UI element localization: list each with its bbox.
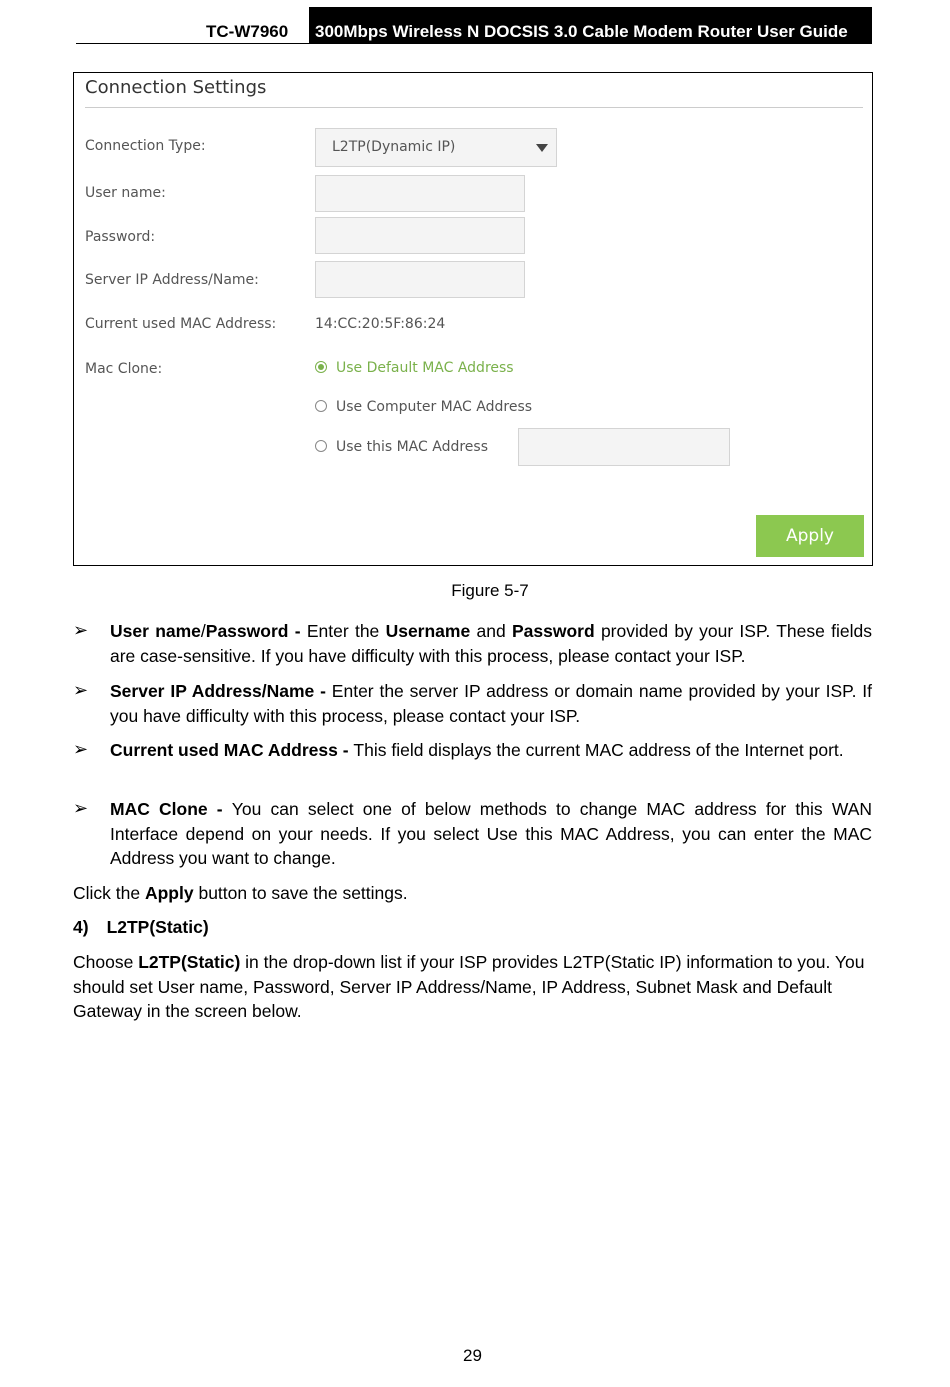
term-username: User name <box>110 621 201 641</box>
bullet-marker: ➢ <box>73 739 89 759</box>
bullet-marker: ➢ <box>73 680 89 700</box>
connection-settings-figure <box>73 72 873 566</box>
server-input[interactable] <box>315 261 525 298</box>
header-guide-title: 300Mbps Wireless N DOCSIS 3.0 Cable Modem Router User Guide <box>309 7 872 44</box>
mac-clone-text: You can select one of below methods to change MAC address for this WAN Interface depend on your needs. If you select Use this MAC Address, you can enter the MAC Address you want to change. <box>110 799 873 868</box>
connection-type-value: L2TP(Dynamic IP) <box>332 139 456 155</box>
bullet-server <box>110 679 872 728</box>
radio-computer-mac-label: Use Computer MAC Address <box>336 399 533 415</box>
panel-title: Connection Settings <box>85 77 267 98</box>
header-model: TC-W7960 <box>206 22 289 41</box>
figure-caption: Figure 5-7 <box>451 581 529 600</box>
term-mac: Current used MAC Address - <box>110 740 354 760</box>
connection-type-select[interactable] <box>315 128 557 167</box>
server-label: Server IP Address/Name: <box>85 272 259 288</box>
text-a: Enter the <box>306 621 386 641</box>
chevron-down-icon <box>536 144 548 152</box>
page-number: 29 <box>463 1346 482 1365</box>
mac-value: 14:CC:20:5F:86:24 <box>315 316 446 332</box>
bold-password: Password <box>511 621 595 641</box>
text-c: provided by your ISP. These fields are case-sensitive. If you have difficulty with this process, please contact your ISP. <box>110 621 872 666</box>
section-title: L2TP(Static) <box>106 917 209 937</box>
bullet-marker: ➢ <box>73 798 89 818</box>
choose-pre: Choose <box>73 952 139 972</box>
radio-this-mac-label: Use this MAC Address <box>336 439 488 455</box>
username-label: User name: <box>85 185 166 201</box>
password-input[interactable] <box>315 217 525 254</box>
mac-clone-label: Mac Clone: <box>85 361 163 377</box>
panel-divider <box>85 107 863 108</box>
bullet-username-password <box>110 619 872 668</box>
radio-selected-icon[interactable] <box>315 361 327 373</box>
choose-bold: L2TP(Static) <box>138 952 241 972</box>
header-rule <box>76 43 310 44</box>
click-pre: Click the <box>73 883 145 903</box>
radio-default-mac-label: Use Default MAC Address <box>336 360 514 376</box>
radio-unselected-icon[interactable] <box>315 400 327 412</box>
choose-post: in the drop-down list if your ISP provides L2TP(Static IP) information to you. You should set User name, Password, Server IP Address/Name, IP Address, Subnet Mask and Default Gateway in the screen below. <box>73 952 865 1021</box>
radio-unselected-icon[interactable] <box>315 440 327 452</box>
apply-button[interactable]: Apply <box>756 515 864 557</box>
term-mac-clone: MAC Clone - <box>110 799 232 819</box>
text-b: and <box>470 621 512 641</box>
radio-default-mac[interactable] <box>315 360 514 376</box>
bullet-mac <box>110 738 872 763</box>
bullet-mac-clone <box>110 797 872 871</box>
username-input[interactable] <box>315 175 525 212</box>
section-number: 4) <box>73 917 89 937</box>
password-label: Password: <box>85 229 156 245</box>
mac-label: Current used MAC Address: <box>85 316 277 332</box>
bold-username: Username <box>385 621 471 641</box>
section-heading <box>73 915 873 940</box>
custom-mac-input[interactable] <box>518 428 730 466</box>
radio-computer-mac[interactable] <box>315 399 532 415</box>
click-apply-para <box>73 881 873 906</box>
choose-para <box>73 950 873 1024</box>
term-password: Password <box>205 621 289 641</box>
term-server: Server IP Address/Name - <box>110 681 332 701</box>
bullet-marker: ➢ <box>73 620 89 640</box>
click-post: button to save the settings. <box>193 883 408 903</box>
radio-this-mac[interactable] <box>315 439 488 455</box>
dash: - <box>288 621 307 641</box>
separator: / <box>200 621 206 641</box>
click-bold: Apply <box>144 883 194 903</box>
server-text: Enter the server IP address or domain name provided by your ISP. If you have difficulty with this process, please contact your ISP. <box>110 681 873 726</box>
connection-type-label: Connection Type: <box>85 138 206 154</box>
mac-text: This field displays the current MAC address of the Internet port. <box>353 740 844 760</box>
